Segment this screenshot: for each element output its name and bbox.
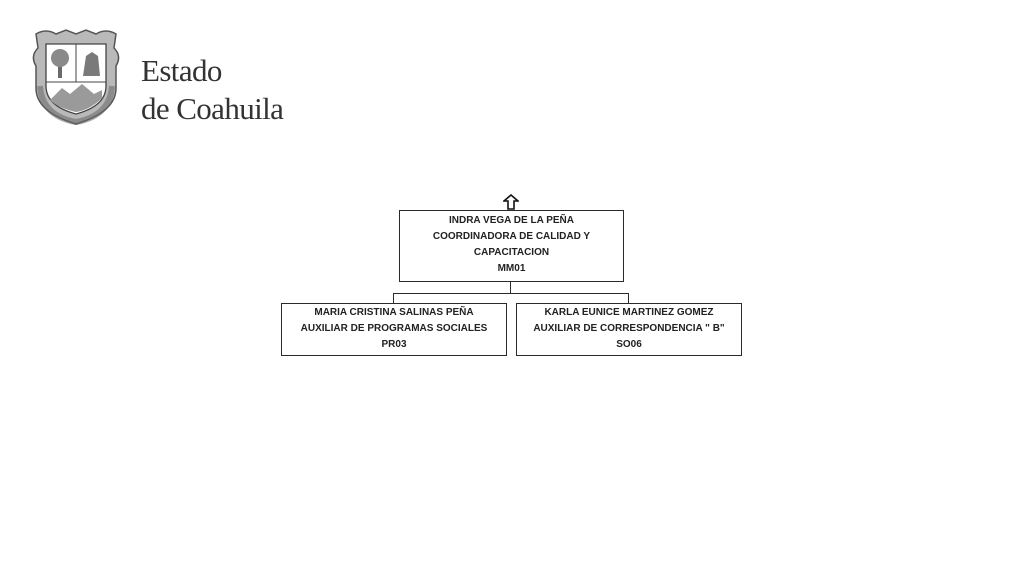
subordinate-title: AUXILIAR DE CORRESPONDENCIA " B" [533,323,725,334]
subordinate-name: MARIA CRISTINA SALINAS PEÑA [314,307,474,318]
subordinate-code: SO06 [616,339,642,350]
subordinate-name: KARLA EUNICE MARTINEZ GOMEZ [544,307,714,318]
head-name: INDRA VEGA DE LA PEÑA [448,215,574,226]
up-arrow-icon [503,194,519,210]
org-box-subordinate-1 [281,303,507,356]
org-box-subordinate-2 [516,303,742,356]
head-code: MM01 [497,263,526,274]
brand-title [141,52,283,128]
head-title-line1: COORDINADORA DE CALIDAD Y [432,231,591,242]
subordinate-code: PR03 [381,339,407,350]
connector-head-down [510,282,511,293]
brand-title-line1: Estado [141,53,222,88]
subordinate-title: AUXILIAR DE PROGRAMAS SOCIALES [300,323,488,334]
org-box-head [399,210,624,282]
coahuila-coat-of-arms-logo [28,26,124,126]
connector-horizontal [393,293,629,294]
connector-left-down [393,293,394,303]
brand-title-line2: de Coahuila [141,91,284,126]
head-title-line2: CAPACITACION [473,247,550,258]
connector-right-down [628,293,629,303]
